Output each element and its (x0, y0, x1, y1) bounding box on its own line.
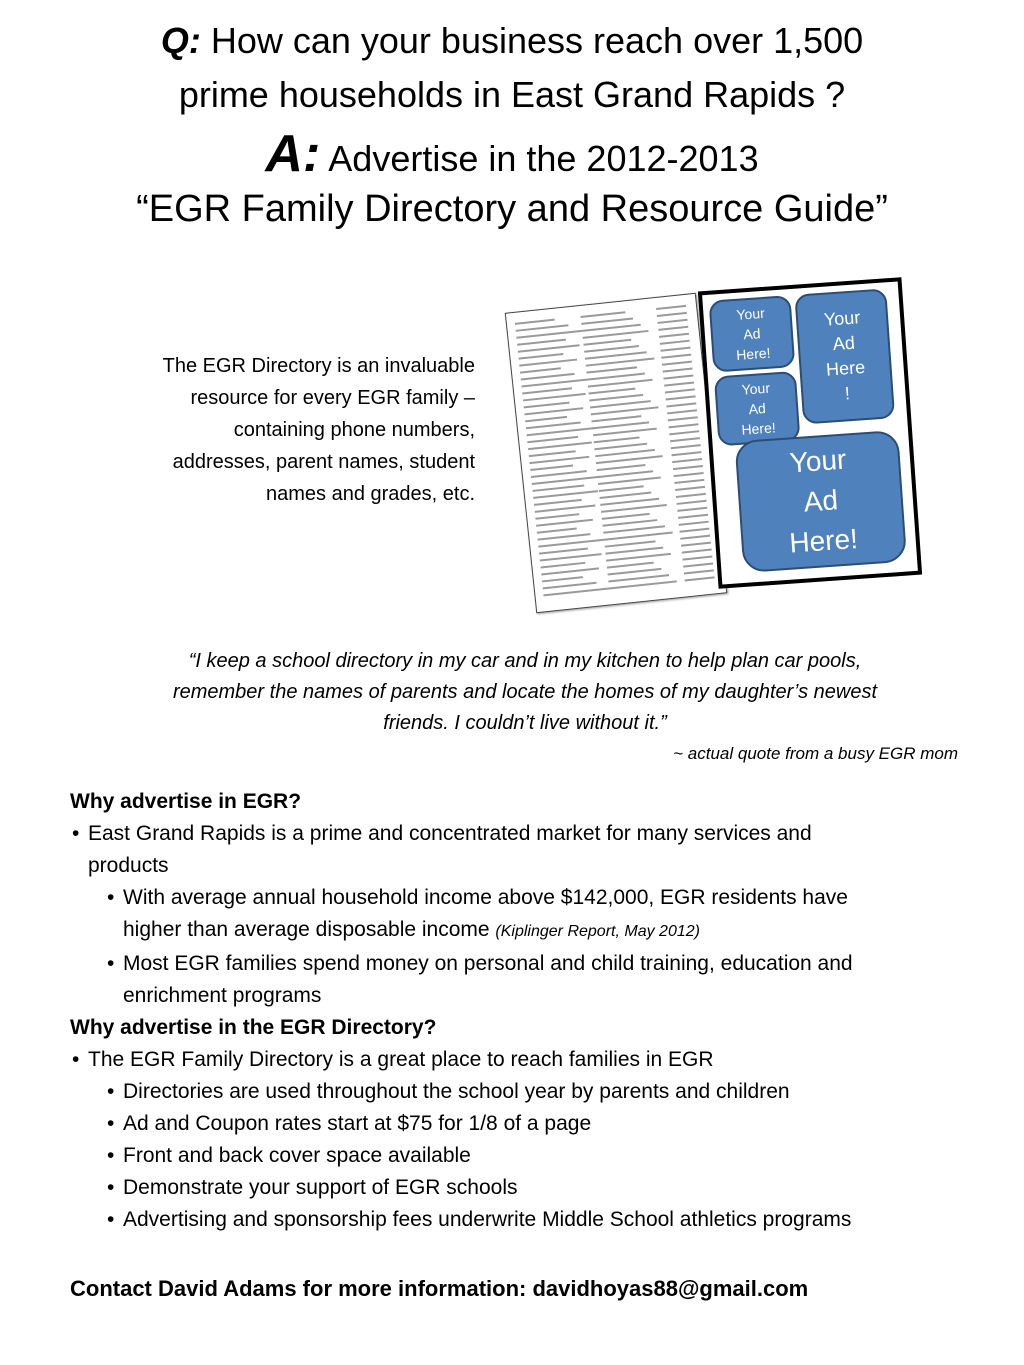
thumb-text-line (525, 416, 567, 422)
bullet-icon: • (107, 1080, 115, 1103)
thumb-text-line (527, 436, 578, 443)
thumb-text-line (666, 395, 696, 400)
ad-text: Here! (735, 344, 771, 363)
quote-attribution: ~ actual quote from a busy EGR mom (673, 744, 958, 763)
thumb-text-line (660, 347, 690, 352)
thumb-text-line (674, 479, 704, 484)
section-heading: Why advertise in the EGR Directory? (70, 1016, 437, 1039)
citation: (Kiplinger Report, May 2012) (495, 923, 700, 940)
thumb-text-line (536, 519, 593, 527)
ad-text: Your (741, 379, 771, 398)
thumb-text-line (530, 465, 573, 471)
thumb-text-line (540, 553, 602, 561)
thumb-text-line (594, 443, 647, 451)
bullet-text: East Grand Rapids is a prime and concentrated market for many services and (88, 822, 812, 845)
thumb-text-line (581, 317, 633, 324)
bullet-text: The EGR Family Directory is a great place to reach families in EGR (88, 1048, 714, 1071)
sub-bullet-item (105, 1140, 990, 1172)
thumb-text-line (658, 326, 688, 331)
question-text: How can your business reach over 1,500 (210, 20, 864, 61)
bullet-text: Demonstrate your support of EGR schools (123, 1176, 518, 1199)
thumb-text-line (669, 430, 699, 435)
thumb-text-line (663, 368, 693, 373)
thumb-text-line (526, 422, 581, 430)
thumb-text-line (679, 521, 709, 526)
thumb-text-line (516, 324, 569, 332)
thumb-text-line (521, 373, 575, 381)
intro-line: containing phone numbers, (233, 419, 475, 441)
bullet-text: Advertising and sponsorship fees underwrite Middle School athletics programs (123, 1208, 852, 1231)
thumb-text-line (521, 379, 588, 388)
ad-mockup-frame (698, 277, 922, 589)
sub-bullet-item (105, 882, 990, 948)
thumb-text-line (519, 359, 577, 367)
thumb-text-line (589, 394, 643, 402)
thumb-text-line (519, 353, 564, 360)
thumb-text-line (529, 450, 576, 457)
testimonial-quote (60, 646, 990, 739)
thumb-text-line (676, 493, 706, 498)
thumb-text-line (663, 374, 693, 379)
ad-text: Here (825, 357, 866, 380)
intro-line: resource for every EGR family – (190, 387, 475, 409)
a-label: A: (265, 125, 321, 183)
quote-line: remember the names of parents and locate the homes of my daughter’s newest (172, 681, 878, 703)
thumb-text-line (583, 339, 631, 346)
thumb-text-line (580, 311, 625, 318)
thumb-text-line (605, 540, 656, 547)
thumb-text-line (597, 464, 646, 471)
thumb-text-line (664, 381, 694, 386)
thumb-text-line (678, 514, 708, 519)
thumb-text-line (607, 562, 654, 569)
thumb-text-line (680, 535, 710, 540)
thumb-text-line (677, 500, 707, 505)
thumb-text-line (598, 476, 661, 485)
thumb-text-line (532, 476, 601, 485)
sub-bullet-item (105, 948, 990, 1012)
ad-text: Your (788, 443, 848, 479)
thumb-text-line (592, 421, 649, 429)
ad-text: Your (823, 307, 861, 330)
section-why-egr (70, 786, 990, 1012)
thumb-text-line (542, 576, 583, 582)
bullet-text: enrichment programs (123, 984, 322, 1007)
bullet-icon: • (72, 1048, 80, 1071)
thumb-text-line (600, 492, 652, 499)
thumb-text-line (522, 387, 572, 394)
thumb-text-line (518, 344, 580, 352)
ad-text: Ad (742, 325, 762, 343)
directory-title: “EGR Family Directory and Resource Guide” (136, 188, 888, 230)
thumb-text-line (685, 576, 715, 581)
thumb-text-line (591, 406, 659, 415)
thumb-text-line (593, 428, 657, 437)
thumb-text-line (608, 568, 662, 576)
thumb-text-line (679, 528, 709, 533)
thumb-text-line (533, 490, 598, 499)
thumb-text-line (665, 388, 695, 393)
ad-placeholder-medium (794, 288, 895, 424)
thumb-text-line (674, 472, 704, 477)
thumb-text-line (669, 423, 699, 428)
thumb-text-line (675, 486, 705, 491)
ad-text: Here! (740, 419, 777, 438)
quote-line: friends. I couldn’t live without it.” (383, 712, 667, 734)
thumb-text-line (586, 357, 655, 366)
bullet-icon: • (107, 1208, 115, 1231)
thumb-text-line (670, 437, 700, 442)
thumb-text-line (586, 366, 637, 373)
bullet-icon: • (107, 1144, 115, 1167)
ad-text: Ad (802, 484, 839, 518)
answer-text: Advertise in the 2012-2013 (328, 138, 759, 179)
thumb-text-line (537, 528, 577, 534)
thumb-text-line (662, 361, 692, 366)
thumb-text-line (524, 402, 570, 409)
sub-bullet-item (105, 1108, 990, 1140)
ad-placeholder-large (734, 430, 907, 573)
ad-placeholder-small (714, 371, 801, 447)
thumb-text-line (683, 562, 713, 567)
thumb-text-line (602, 519, 657, 527)
thumb-text-line (589, 388, 636, 395)
ad-text: Here! (788, 522, 859, 559)
ad-text: Your (735, 304, 766, 323)
bullet-text: Directories are used throughout the school year by parents and children (123, 1080, 790, 1103)
thumb-text-line (520, 367, 561, 373)
question-text-2: prime households in East Grand Rapids ? (178, 74, 846, 115)
q-label: Q: (160, 20, 201, 61)
thumb-text-line (660, 340, 690, 345)
thumb-text-line (677, 507, 707, 512)
thumb-text-line (528, 441, 592, 450)
thumb-text-line (543, 587, 610, 596)
bullet-text: With average annual household income above $142,000, EGR residents have (123, 886, 848, 909)
thumb-text-line (682, 549, 712, 554)
header (0, 14, 1024, 233)
thumb-text-line (658, 319, 688, 324)
bullet-item (70, 1044, 990, 1076)
bullet-icon: • (107, 886, 115, 909)
thumb-text-line (673, 465, 703, 470)
thumb-text-line (672, 458, 702, 463)
thumb-text-line (517, 339, 566, 346)
thumb-text-line (602, 513, 650, 520)
thumb-text-line (538, 539, 604, 548)
sub-bullet-item (105, 1204, 990, 1236)
thumb-text-line (684, 569, 714, 574)
question-line (0, 14, 1024, 68)
intro-line: The EGR Directory is an invaluable (162, 355, 475, 377)
bullet-icon: • (107, 1176, 115, 1199)
thumb-text-line (661, 354, 691, 359)
thumb-text-line (527, 427, 595, 436)
thumb-text-line (596, 455, 663, 464)
thumb-text-line (668, 416, 698, 421)
thumb-text-line (535, 513, 579, 520)
thumb-text-line (656, 305, 686, 310)
bullet-text: Most EGR families spend money on personal and child training, education and (123, 952, 853, 975)
thumb-text-line (681, 542, 711, 547)
bullet-text: Front and back cover space available (123, 1144, 471, 1167)
contact-info: Contact David Adams for more information: davidhoyas88@gmail.com (70, 1276, 809, 1301)
thumb-text-line (667, 409, 697, 414)
thumb-text-line (584, 345, 639, 353)
bullet-item (70, 818, 990, 882)
thumb-text-line (659, 333, 689, 338)
thumb-text-line (597, 470, 653, 478)
intro-line: addresses, parent names, student (172, 451, 475, 473)
thumb-text-line (609, 580, 677, 589)
thumb-text-line (540, 562, 585, 569)
thumb-text-line (538, 533, 591, 541)
thumb-text-line (534, 499, 582, 506)
thumb-text-line (541, 567, 599, 575)
intro-line: names and grades, etc. (265, 483, 475, 505)
section-why-directory (70, 1012, 990, 1236)
ad-text: Ad (832, 332, 856, 355)
ad-text: ! (844, 383, 851, 404)
thumb-text-line (657, 312, 687, 317)
thumb-text-line (531, 470, 587, 478)
sub-bullet-item (105, 1076, 990, 1108)
thumb-text-line (682, 556, 712, 561)
ad-placeholder-small (709, 295, 796, 373)
bullet-icon: • (107, 1112, 115, 1135)
thumb-text-line (516, 330, 582, 339)
thumb-text-line (535, 504, 596, 512)
sub-bullet-item (105, 1172, 990, 1204)
bullet-text: products (88, 854, 169, 877)
thumb-text-line (539, 547, 588, 554)
thumb-text-line (601, 504, 667, 513)
thumb-text-line (543, 582, 597, 590)
thumb-text-line (524, 407, 583, 415)
thumb-text-line (523, 393, 586, 402)
thumb-text-line (529, 456, 589, 464)
thumb-text-line (594, 436, 640, 443)
thumb-text-line (671, 444, 701, 449)
intro-paragraph (100, 350, 475, 510)
bullet-icon: • (72, 822, 80, 845)
section-heading: Why advertise in EGR? (70, 790, 302, 813)
thumb-text-line (583, 330, 649, 339)
thumb-text-line (588, 379, 653, 388)
bullet-text: higher than average disposable income (123, 918, 490, 941)
ad-text: Ad (748, 400, 767, 418)
thumb-text-line (515, 319, 555, 325)
answer-line (0, 125, 1024, 185)
thumb-text-line (591, 415, 641, 422)
thumb-text-line (604, 532, 673, 541)
thumb-text-line (666, 402, 696, 407)
directory-page-image (505, 293, 728, 613)
thumb-text-line (599, 485, 644, 492)
quote-line: “I keep a school directory in my car and in my kitchen to help plan car pools, (188, 650, 862, 672)
bullet-icon: • (107, 952, 115, 975)
thumb-text-line (532, 485, 584, 492)
bullet-text: Ad and Coupon rates start at $75 for 1/8 of a page (123, 1112, 592, 1135)
thumb-text-line (671, 451, 701, 456)
thumb-text-line (606, 553, 671, 562)
